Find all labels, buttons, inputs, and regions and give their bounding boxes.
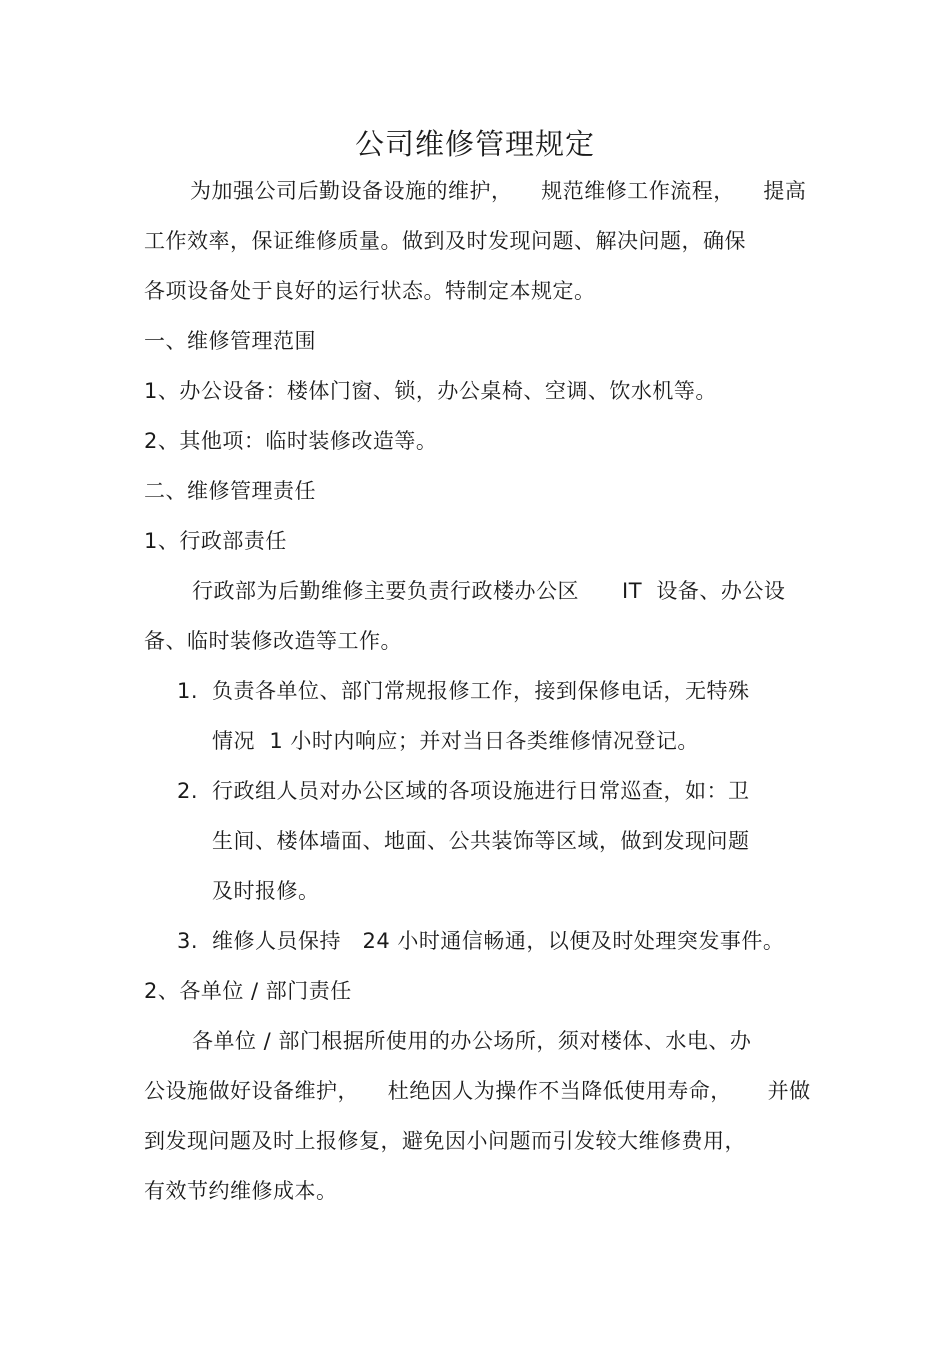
list-item-1-line-2: 情况 1 小时内响应；并对当日各类维修情况登记。 <box>212 729 699 753</box>
subsection-2-para-line-3: 到发现问题及时上报修复，避免因小问题而引发较大维修费用， <box>144 1129 746 1153</box>
section-2-heading: 二、维修管理责任 <box>144 479 316 503</box>
list-item-2-line-1: 行政组人员对办公区域的各项设施进行日常巡查，如：卫 <box>212 779 750 803</box>
intro-line-2: 工作效率，保证维修质量。做到及时发现问题、解决问题，确保 <box>144 229 746 253</box>
list-item-3-line-1: 维修人员保持 24 小时通信畅通，以便及时处理突发事件。 <box>212 929 785 953</box>
section-1-heading: 一、维修管理范围 <box>144 329 316 353</box>
list-item-1-number: 1. <box>177 679 199 703</box>
section-1-item-2: 2、其他项：临时装修改造等。 <box>144 429 438 453</box>
subsection-2-para-line-1: 各单位 / 部门根据所使用的办公场所，须对楼体、水电、办 <box>192 1029 752 1053</box>
intro-line-1: 为加强公司后勤设备设施的维护， 规范维修工作流程， 提高 <box>190 179 807 203</box>
section-1-item-1: 1、办公设备：楼体门窗、锁，办公桌椅、空调、饮水机等。 <box>144 379 717 403</box>
list-item-2-line-3: 及时报修。 <box>212 879 320 903</box>
subsection-1-para-line-1: 行政部为后勤维修主要负责行政楼办公区 IT 设备、办公设 <box>192 579 786 603</box>
intro-line-3: 各项设备处于良好的运行状态。特制定本规定。 <box>144 279 596 303</box>
list-item-1-line-1: 负责各单位、部门常规报修工作，接到保修电话，无特殊 <box>212 679 750 703</box>
subsection-1-heading: 1、行政部责任 <box>144 529 287 553</box>
subsection-2-para-line-4: 有效节约维修成本。 <box>144 1179 338 1203</box>
subsection-2-heading: 2、各单位 / 部门责任 <box>144 979 352 1003</box>
document-title: 公司维修管理规定 <box>354 127 595 161</box>
list-item-3-number: 3. <box>177 929 199 953</box>
list-item-2-number: 2. <box>177 779 199 803</box>
subsection-1-para-line-2: 备、临时装修改造等工作。 <box>144 629 402 653</box>
list-item-2-line-2: 生间、楼体墙面、地面、公共装饰等区域，做到发现问题 <box>212 829 750 853</box>
subsection-2-para-line-2: 公设施做好设备维护， 杜绝因人为操作不当降低使用寿命， 并做 <box>144 1079 811 1103</box>
